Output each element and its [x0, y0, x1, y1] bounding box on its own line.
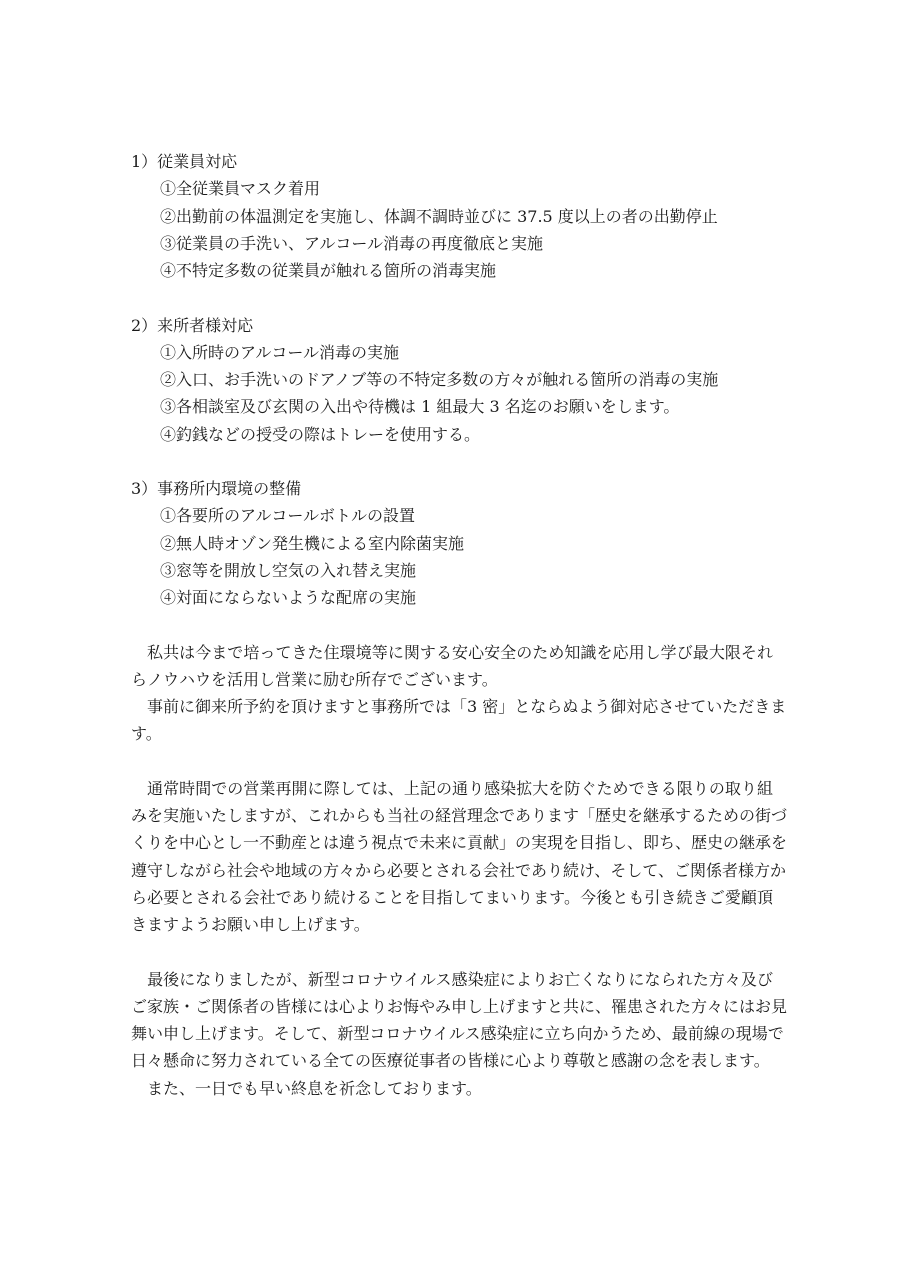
- section-staff: [131, 148, 773, 284]
- paragraph-line: また、一日でも早い終息を祈念しております。: [131, 1078, 482, 1098]
- list-item: ③従業員の手洗い、アルコール消毒の再度徹底と実施: [160, 233, 544, 253]
- paragraph: [131, 693, 787, 748]
- paragraph-line: 舞い申し上げます。そして、新型コロナウイルス感染症に立ち向かうため、最前線の現場で: [131, 1024, 784, 1043]
- paragraph-line: す。: [131, 724, 162, 744]
- section-heading: 2）来所者様対応: [131, 315, 254, 335]
- paragraph-line: ご家族・ご関係者の皆様には心よりお悔やみ申し上げますと共に、罹患された方々にはお見: [131, 996, 788, 1016]
- paragraph-line: 事前に御来所予約を頂けますと事務所では「3 密」とならぬよう御対応させていただきま: [131, 697, 787, 716]
- paragraph-line: 私共は今まで培ってきた住環境等に関する安心安全のため知識を応用し学び最大限それ: [131, 642, 773, 662]
- section-heading: 1）従業員対応: [131, 152, 238, 171]
- paragraph-group-closing: [131, 966, 788, 1102]
- list-item: ①入所時のアルコール消毒の実施: [160, 342, 400, 362]
- list-item: ③各相談室及び玄関の入出や待機は 1 組最大 3 名迄のお願いをします。: [160, 397, 680, 417]
- section-heading: 3）事務所内環境の整備: [131, 479, 302, 498]
- paragraph-line: くりを中心とし一不動産とは違う視点で未来に貢献」の実現を目指し、即ち、歴史の継承を: [131, 833, 788, 853]
- paragraph-line: みを実施いたしますが、これからも当社の経営理念であります「歴史を継承するための街づ: [131, 806, 788, 825]
- paragraph: [131, 639, 773, 694]
- paragraph-line: 日々懸命に努力されている全ての医療従事者の皆様に心より尊敬と感謝の念を表します。: [131, 1051, 770, 1071]
- list-item: ①各要所のアルコールボトルの設置: [160, 506, 416, 526]
- paragraph-line: 通常時間での営業再開に際しては、上記の通り感染拡大を防ぐためできる限りの取り組: [131, 778, 773, 798]
- list-item: ②無人時オゾン発生機による室内除菌実施: [160, 533, 465, 553]
- list-item: ④不特定多数の従業員が触れる箇所の消毒実施: [160, 261, 497, 280]
- list-item: ④釣銭などの授受の際はトレーを使用する。: [160, 424, 481, 444]
- document-page: [131, 148, 788, 1102]
- paragraph-line: きますようお願い申し上げます。: [131, 915, 370, 934]
- paragraph-line: ら必要とされる会社であり続けることを目指してまいります。今後とも引き続きご愛顧頂: [131, 887, 773, 907]
- list-item: ③窓等を開放し空気の入れ替え実施: [160, 560, 417, 580]
- list-item: ②出勤前の体温測定を実施し、体調不調時並びに 37.5 度以上の者の出勤停止: [160, 206, 718, 226]
- paragraph: [131, 966, 788, 1075]
- list-item: ④対面にならないような配席の実施: [160, 588, 417, 607]
- paragraph-line: 最後になりましたが、新型コロナウイルス感染症によりお亡くなりになられた方々及び: [131, 969, 773, 989]
- list-item: ①全従業員マスク着用: [160, 179, 321, 199]
- paragraph: [131, 775, 788, 939]
- paragraph-group-business: [131, 775, 788, 939]
- paragraph: [131, 1075, 773, 1102]
- paragraph-line: 遵守しながら社会や地域の方々から必要とされる会社であり続け、そして、ご関係者様方か: [131, 860, 787, 880]
- list-item: ②入口、お手洗いのドアノブ等の不特定多数の方々が触れる箇所の消毒の実施: [160, 370, 719, 389]
- paragraph-line: らノウハウを活用し営業に励む所存でございます。: [131, 669, 498, 689]
- paragraph-group-intro: [131, 639, 787, 748]
- section-visitors: [131, 312, 773, 448]
- section-office-environment: [131, 475, 773, 611]
